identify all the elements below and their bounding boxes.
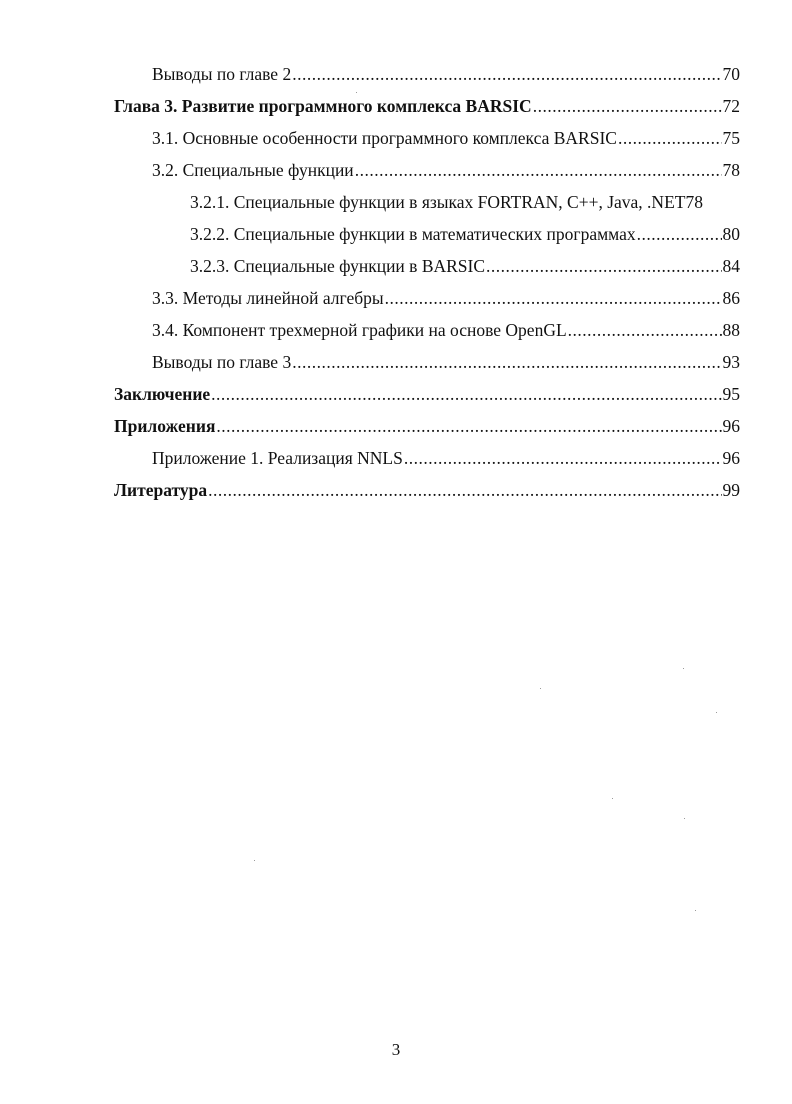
toc-leader-dots [292, 348, 721, 376]
toc-entry-conclusions-ch2 [152, 60, 740, 88]
page-number: 3 [391, 1040, 401, 1059]
toc-entry-conclusions-ch3 [152, 348, 740, 376]
toc-entry-page: 72 [722, 96, 740, 116]
toc-entry-page: 96 [722, 416, 740, 436]
toc-leader-dots [292, 60, 721, 88]
toc-leader-dots [385, 284, 722, 312]
toc-leader-dots [355, 156, 722, 184]
toc-entry-page: 75 [722, 128, 740, 148]
toc-entry-page: 86 [722, 288, 740, 308]
toc-entry-title: Выводы по главе 2 [152, 64, 292, 84]
toc-entry-title: Литература [114, 480, 208, 500]
toc-leader-dots [618, 124, 722, 152]
toc-entry-title: 3.2.1. Специальные функции в языках FORTRAN, C++, Java, .NET [190, 192, 686, 212]
scan-speck [695, 910, 696, 911]
toc-entry-title: Глава 3. Развитие программного комплекса BARSIC [114, 96, 532, 116]
toc-entry-title: Выводы по главе 3 [152, 352, 292, 372]
toc-entry-page: 88 [722, 320, 740, 340]
toc-entry-title: 3.3. Методы линейной алгебры [152, 288, 384, 308]
toc-entry-page: 99 [722, 480, 740, 500]
toc-entry-title: 3.1. Основные особенности программного комплекса BARSIC [152, 128, 617, 148]
toc-entry-page: 96 [722, 448, 740, 468]
toc-entry-appendix-1 [152, 444, 740, 472]
scan-speck [540, 688, 541, 689]
toc-leader-dots [533, 92, 722, 120]
toc-entry-page: 95 [722, 384, 740, 404]
toc-entry-appendices [114, 412, 740, 440]
toc-leader-dots [208, 476, 721, 504]
toc-leader-dots [211, 380, 721, 408]
toc-leader-dots [216, 412, 721, 440]
toc-leader-dots [637, 220, 722, 248]
toc-leader-dots [404, 444, 722, 472]
toc-entry-page: 80 [722, 224, 740, 244]
toc-entry-page: 70 [722, 64, 740, 84]
scan-speck [684, 818, 685, 819]
toc-entry-page: 78 [722, 160, 740, 180]
scan-speck [683, 668, 684, 669]
toc-entry-section-3-2-2 [190, 220, 740, 248]
toc-entry-section-3-2 [152, 156, 740, 184]
toc-entry-title: Заключение [114, 384, 211, 404]
toc-entry-section-3-1 [152, 124, 740, 152]
toc-entry-title: 3.2. Специальные функции [152, 160, 354, 180]
toc-entry-literature [114, 476, 740, 504]
toc-entry-title: 3.2.3. Специальные функции в BARSIC [190, 256, 486, 276]
scan-speck [254, 860, 255, 861]
toc-entry-section-3-2-1 [190, 188, 740, 216]
toc-entry-conclusion [114, 380, 740, 408]
toc-entry-page: 78 [685, 192, 703, 212]
toc-entry-page: 84 [722, 256, 740, 276]
toc-entry-page: 93 [722, 352, 740, 372]
scan-speck [612, 798, 613, 799]
toc-entry-chapter-3 [114, 92, 740, 120]
scan-speck [356, 92, 357, 93]
toc-entry-section-3-2-3 [190, 252, 740, 280]
toc-entry-title: 3.2.2. Специальные функции в математических программах [190, 224, 636, 244]
scan-speck [716, 712, 717, 713]
toc-entry-section-3-3 [152, 284, 740, 312]
toc-entry-title: Приложение 1. Реализация NNLS [152, 448, 403, 468]
toc-leader-dots [486, 252, 721, 280]
toc-leader-dots [568, 316, 722, 344]
toc-entry-section-3-4 [152, 316, 740, 344]
toc-entry-title: 3.4. Компонент трехмерной графики на основе OpenGL [152, 320, 567, 340]
toc-entry-title: Приложения [114, 416, 216, 436]
